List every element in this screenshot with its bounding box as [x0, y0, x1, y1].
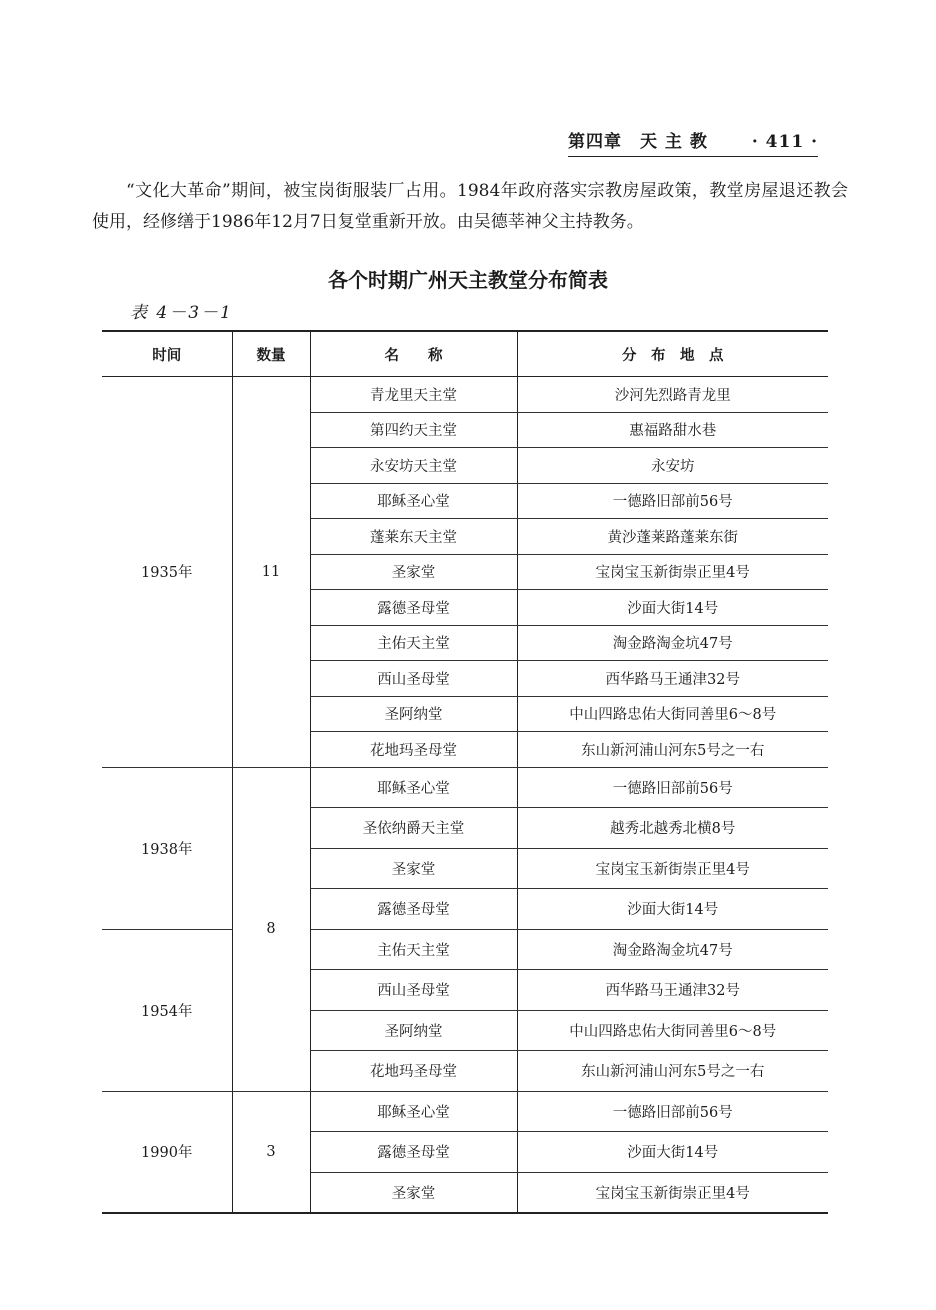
- church-name: 露德圣母堂: [310, 889, 517, 930]
- church-name: 主佑天主堂: [310, 625, 517, 661]
- header-location: 分 布 地 点: [517, 331, 828, 377]
- table-row: [102, 1091, 828, 1132]
- church-location: 惠福路甜水巷: [517, 412, 828, 448]
- group-1935: [102, 377, 828, 768]
- church-location: 沙面大街14号: [517, 889, 828, 930]
- church-name: 主佑天主堂: [310, 929, 517, 970]
- church-name: 圣家堂: [310, 848, 517, 889]
- church-location: 永安坊: [517, 448, 828, 484]
- church-location: 一德路旧部前56号: [517, 1091, 828, 1132]
- period-cell: 1990年: [102, 1091, 232, 1213]
- period-cell: 1935年: [102, 377, 232, 768]
- chapter-title: 第四章 天 主 教: [568, 132, 708, 152]
- header-count: 数量: [232, 331, 310, 377]
- table-row: [102, 377, 828, 413]
- church-location: 淘金路淘金坑47号: [517, 625, 828, 661]
- church-location: 一德路旧部前56号: [517, 483, 828, 519]
- church-name: 蓬莱东天主堂: [310, 519, 517, 555]
- church-name: 西山圣母堂: [310, 661, 517, 697]
- church-location: 西华路马王通津32号: [517, 661, 828, 697]
- church-location: 黄沙蓬莱路蓬莱东街: [517, 519, 828, 555]
- church-name: 花地玛圣母堂: [310, 1051, 517, 1092]
- table-row: [102, 929, 828, 970]
- church-location: 中山四路忠佑大街同善里6～8号: [517, 696, 828, 732]
- church-name: 永安坊天主堂: [310, 448, 517, 484]
- count-cell: 3: [232, 1091, 310, 1213]
- church-name: 耶稣圣心堂: [310, 483, 517, 519]
- body-paragraph: “文化大革命”期间，被宝岗街服装厂占用。1984年政府落实宗教房屋政策，教堂房屋退还教会使用，经修缮于1986年12月7日复堂重新开放。由吴德莘神父主持教务。: [92, 181, 848, 232]
- church-name: 圣家堂: [310, 554, 517, 590]
- church-name: 第四约天主堂: [310, 412, 517, 448]
- church-name: 露德圣母堂: [310, 590, 517, 626]
- header-time: 时间: [102, 331, 232, 377]
- count-cell: 11: [232, 377, 310, 768]
- table-title: 各个时期广州天主教堂分布简表: [328, 268, 608, 292]
- church-location: 沙河先烈路青龙里: [517, 377, 828, 413]
- church-location: 东山新河浦山河东5号之一右: [517, 732, 828, 768]
- church-location: 越秀北越秀北横8号: [517, 808, 828, 849]
- church-name: 圣阿纳堂: [310, 1010, 517, 1051]
- church-name: 圣阿纳堂: [310, 696, 517, 732]
- period-cell: 1938年: [102, 767, 232, 929]
- church-name: 耶稣圣心堂: [310, 767, 517, 808]
- table-row: [102, 767, 828, 808]
- church-name: 圣依纳爵天主堂: [310, 808, 517, 849]
- church-location: 淘金路淘金坑47号: [517, 929, 828, 970]
- group-1990: [102, 1091, 828, 1213]
- church-location: 东山新河浦山河东5号之一右: [517, 1051, 828, 1092]
- table-number: 表 4－3－1: [130, 303, 233, 323]
- church-location: 西华路马王通津32号: [517, 970, 828, 1011]
- church-name: 花地玛圣母堂: [310, 732, 517, 768]
- church-location: 沙面大街14号: [517, 590, 828, 626]
- group-1938-1954: [102, 767, 828, 1091]
- church-location: 沙面大街14号: [517, 1132, 828, 1173]
- church-distribution-table: [102, 330, 828, 1214]
- table-header-row: [102, 331, 828, 377]
- church-name: 耶稣圣心堂: [310, 1091, 517, 1132]
- church-location: 中山四路忠佑大街同善里6～8号: [517, 1010, 828, 1051]
- church-name: 西山圣母堂: [310, 970, 517, 1011]
- page-number: · 411 ·: [751, 132, 818, 152]
- church-location: 宝岗宝玉新街崇正里4号: [517, 554, 828, 590]
- church-location: 宝岗宝玉新街崇正里4号: [517, 848, 828, 889]
- church-name: 圣家堂: [310, 1172, 517, 1213]
- count-cell: 8: [232, 767, 310, 1091]
- period-cell: 1954年: [102, 929, 232, 1091]
- header-name: 名 称: [310, 331, 517, 377]
- church-location: 宝岗宝玉新街崇正里4号: [517, 1172, 828, 1213]
- church-name: 露德圣母堂: [310, 1132, 517, 1173]
- church-location: 一德路旧部前56号: [517, 767, 828, 808]
- running-header: [568, 130, 818, 157]
- church-name: 青龙里天主堂: [310, 377, 517, 413]
